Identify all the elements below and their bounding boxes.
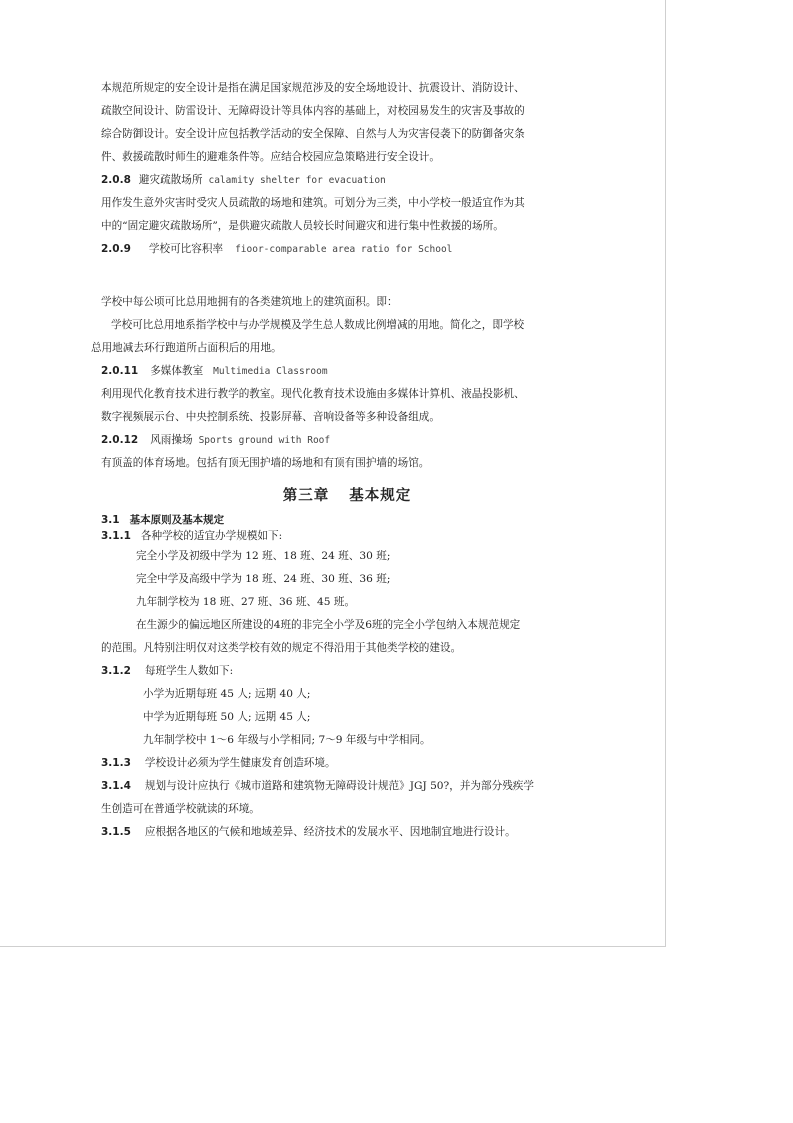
term-zh: 避灾疏散场所 xyxy=(138,174,203,186)
text-line: 用作发生意外灾害时受灾人员疏散的场地和建筑。可划分为三类，中小学校一般适宜作为其 xyxy=(101,197,525,209)
text-line: 生创造可在普通学校就读的环境。 xyxy=(101,803,260,815)
chapter-heading xyxy=(101,481,573,511)
clause-number: 3.1.4 xyxy=(101,780,131,792)
clause-number: 3.1.5 xyxy=(101,826,131,838)
term-zh: 学校可比容积率 xyxy=(148,243,224,255)
term-heading-2-0-9 xyxy=(101,238,573,261)
list-item: 中学为近期每班 50 人; 远期 45 人; xyxy=(143,711,311,723)
clause-3-1-2-items xyxy=(101,683,573,752)
clause-text: 学校设计必须为学生健康发育创造环境。 xyxy=(144,757,336,769)
text-line: 学校中每公顷可比总用地拥有的各类建筑地上的建筑面积。即： xyxy=(101,296,398,308)
term-en: Multimedia Classroom xyxy=(213,366,328,377)
text-line: 规划与设计应执行《城市道路和建筑物无障碍设计规范》JGJ 50?，并为部分残疾学 xyxy=(144,780,534,792)
clause-3-1-1 xyxy=(101,528,573,545)
clause-3-1-4 xyxy=(101,775,573,821)
term-heading-2-0-8 xyxy=(101,169,573,192)
term-heading-2-0-11 xyxy=(101,360,573,383)
clause-3-1-1-items xyxy=(101,545,573,614)
clause-number: 3.1.3 xyxy=(101,757,131,769)
term-heading-2-0-12 xyxy=(101,429,573,452)
text-line: 有顶盖的体育场地。包括有顶无围护墙的场地和有顶有围护墙的场馆。 xyxy=(101,457,430,469)
text-line: 利用现代化教育技术进行教学的教室。现代化教育技术设施由多媒体计算机、液晶投影机、 xyxy=(101,388,525,400)
list-item: 完全中学及高级中学为 18 班、24 班、30 班、36 班; xyxy=(136,573,391,585)
clause-3-1-5 xyxy=(101,821,573,844)
chapter-number: 第三章 xyxy=(282,488,330,504)
term-en: calamity shelter for evacuation xyxy=(208,175,386,186)
text-line: 疏散空间设计、防雷设计、无障碍设计等具体内容的基础上，对校园易发生的灾害及事故的 xyxy=(101,105,525,117)
clause-number: 3.1.1 xyxy=(101,530,131,542)
term-note-2-0-9 xyxy=(91,314,573,360)
text-line: 综合防御设计。安全设计应包括教学活动的安全保障、自然与人为灾害侵袭下的防御备灾条 xyxy=(101,128,525,140)
term-definition-2-0-8 xyxy=(101,192,573,238)
term-definition-2-0-11 xyxy=(101,383,573,429)
text-line: 学校可比总用地系指学校中与办学规模及学生总人数成比例增减的用地。简化之，即学校 xyxy=(111,319,525,331)
term-definition-2-0-12 xyxy=(101,452,573,475)
term-number: 2.0.12 xyxy=(101,434,139,446)
list-item: 完全小学及初级中学为 12 班、18 班、24 班、30 班; xyxy=(136,550,391,562)
clause-text: 各种学校的适宜办学规模如下: xyxy=(140,530,283,542)
page-content xyxy=(91,77,573,844)
term-en: fioor-comparable area ratio for School xyxy=(235,244,453,255)
list-item: 九年制学校为 18 班、27 班、36 班、45 班。 xyxy=(136,596,356,608)
clause-3-1-1-note xyxy=(101,614,573,660)
clause-text: 应根据各地区的气候和地域差异、经济技术的发展水平、因地制宜地进行设计。 xyxy=(144,826,516,838)
text-line: 数字视频展示台、中央控制系统、投影屏幕、音响设备等多种设备组成。 xyxy=(101,411,440,423)
list-item: 九年制学校中 1～6 年级与小学相同; 7～9 年级与中学相同。 xyxy=(143,734,431,746)
clause-text: 每班学生人数如下: xyxy=(144,665,234,677)
text-line: 中的“固定避灾疏散场所”，是供避灾疏散人员较长时间避灾和进行集中性救援的场所。 xyxy=(101,220,504,232)
text-line: 本规范所规定的安全设计是指在满足国家规范涉及的安全场地设计、抗震设计、消防设计、 xyxy=(101,82,525,94)
term-zh: 风雨操场 xyxy=(150,434,193,446)
text-line: 的范围。凡特别注明仅对这类学校有效的规定不得沿用于其他类学校的建设。 xyxy=(101,642,462,654)
clause-3-1-2 xyxy=(101,660,573,683)
term-en: Sports ground with Roof xyxy=(198,435,331,446)
term-number: 2.0.8 xyxy=(101,174,131,186)
term-number: 2.0.9 xyxy=(101,243,131,255)
clause-number: 3.1.2 xyxy=(101,665,131,677)
blank-space xyxy=(101,261,573,291)
term-zh: 多媒体教室 xyxy=(150,365,204,377)
text-line: 总用地减去环行跑道所占面积后的用地。 xyxy=(91,342,282,354)
text-line: 在生源少的偏远地区所建设的4班的非完全小学及6班的完全小学包纳入本规范规定 xyxy=(136,619,521,631)
section-number: 3.1 xyxy=(101,514,120,526)
section-title: 基本原则及基本规定 xyxy=(129,514,225,526)
chapter-title: 基本规定 xyxy=(349,488,412,504)
intro-paragraph xyxy=(101,77,573,169)
text-line: 件、救援疏散时师生的避难条件等。应结合校园应急策略进行安全设计。 xyxy=(101,151,440,163)
section-heading-3-1 xyxy=(101,513,573,528)
clause-3-1-3 xyxy=(101,752,573,775)
term-number: 2.0.11 xyxy=(101,365,139,377)
list-item: 小学为近期每班 45 人; 远期 40 人; xyxy=(143,688,311,700)
term-definition-2-0-9 xyxy=(101,291,573,314)
